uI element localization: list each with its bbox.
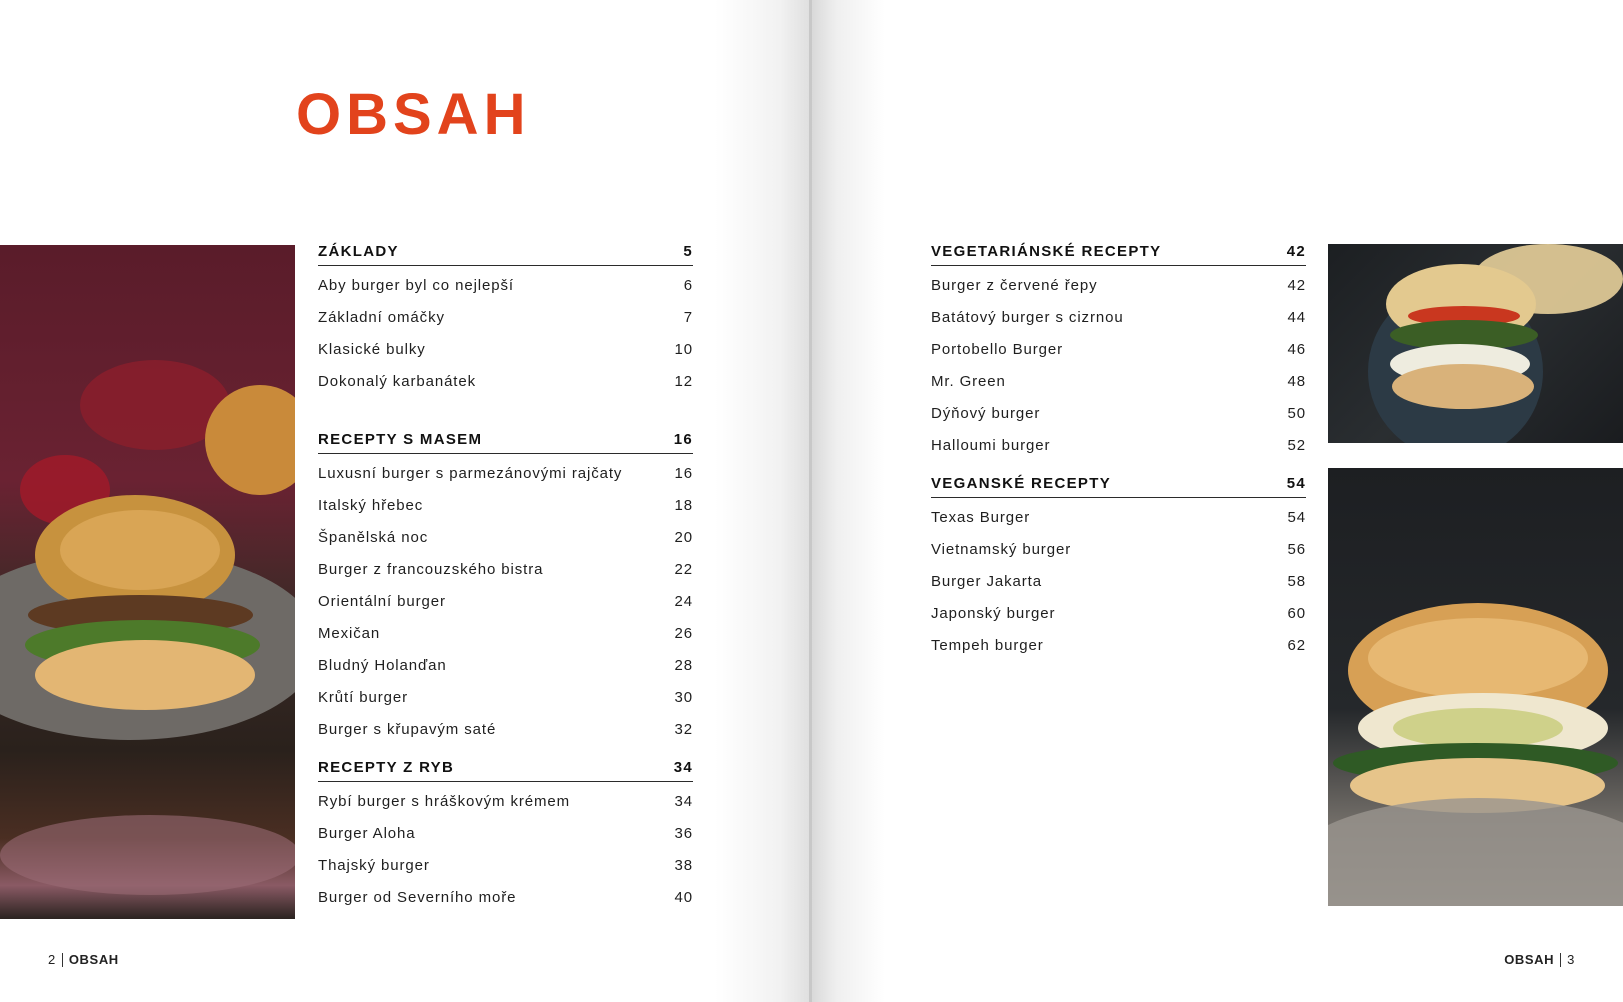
entry-page: 26 <box>674 624 693 642</box>
entry-label: Vietnamský burger <box>931 540 1072 558</box>
entry-label: Italský hřebec <box>318 496 424 514</box>
book-spine <box>809 0 812 1002</box>
entry-page: 44 <box>1287 308 1306 326</box>
photo-burger-cauliflower <box>1328 468 1623 906</box>
toc-entry <box>318 617 693 649</box>
footer-label: OBSAH <box>68 952 119 967</box>
entry-page: 46 <box>1287 340 1306 358</box>
section-header <box>318 756 693 782</box>
entry-label: Klasické bulky <box>318 340 426 358</box>
entry-page: 16 <box>674 464 693 482</box>
toc-entry <box>318 785 693 817</box>
entry-label: Burger Jakarta <box>931 572 1042 590</box>
entry-label: Japonský burger <box>931 604 1056 622</box>
toc-entry <box>318 365 693 397</box>
toc-entry <box>931 365 1306 397</box>
entry-page: 58 <box>1287 572 1306 590</box>
entry-page: 34 <box>674 792 693 810</box>
toc-section-recepty-z-ryb <box>318 756 693 913</box>
toc-entry <box>318 585 693 617</box>
toc-entry <box>931 429 1306 461</box>
page-title: OBSAH <box>296 82 531 147</box>
entry-label: Burger z francouzského bistra <box>318 560 544 578</box>
section-page: 16 <box>673 431 693 448</box>
section-heading: VEGETARIÁNSKÉ RECEPTY <box>931 243 1162 260</box>
footer-divider <box>1560 953 1561 967</box>
toc-entry <box>931 269 1306 301</box>
entry-label: Španělská noc <box>318 528 429 546</box>
toc-entry <box>318 817 693 849</box>
entry-page: 50 <box>1287 404 1306 422</box>
toc-entry <box>318 457 693 489</box>
toc-entry <box>318 333 693 365</box>
toc-entry <box>318 553 693 585</box>
section-heading: ZÁKLADY <box>318 243 399 260</box>
entry-label: Tempeh burger <box>931 636 1044 654</box>
section-heading: VEGANSKÉ RECEPTY <box>931 475 1111 492</box>
entry-label: Mexičan <box>318 624 381 642</box>
entry-page: 38 <box>674 856 693 874</box>
toc-entry <box>931 629 1306 661</box>
toc-entry <box>318 681 693 713</box>
entry-label: Portobello Burger <box>931 340 1064 358</box>
entry-page: 20 <box>674 528 693 546</box>
entry-label: Mr. Green <box>931 372 1006 390</box>
entry-page: 18 <box>674 496 693 514</box>
entry-label: Dýňový burger <box>931 404 1041 422</box>
footer-page-number: 2 <box>48 952 56 967</box>
entry-page: 6 <box>683 276 693 294</box>
entry-page: 60 <box>1287 604 1306 622</box>
section-header <box>318 428 693 454</box>
entry-label: Krůtí burger <box>318 688 409 706</box>
section-header <box>931 240 1306 266</box>
entry-page: 30 <box>674 688 693 706</box>
entry-page: 7 <box>683 308 693 326</box>
toc-entry <box>931 533 1306 565</box>
toc-entry <box>931 565 1306 597</box>
section-heading: RECEPTY Z RYB <box>318 759 455 776</box>
footer-divider <box>62 953 63 967</box>
toc-entry <box>318 849 693 881</box>
toc-entry <box>318 301 693 333</box>
entry-label: Texas Burger <box>931 508 1031 526</box>
footer-page-number: 3 <box>1567 952 1575 967</box>
entry-label: Burger z červené řepy <box>931 276 1098 294</box>
toc-entry <box>318 649 693 681</box>
entry-page: 22 <box>674 560 693 578</box>
footer-right <box>1504 952 1575 967</box>
entry-label: Dokonalý karbanátek <box>318 372 477 390</box>
toc-entry <box>318 269 693 301</box>
entry-label: Batátový burger s cizrnou <box>931 308 1124 326</box>
entry-label: Burger Aloha <box>318 824 416 842</box>
entry-label: Rybí burger s hráškovým krémem <box>318 792 571 810</box>
toc-entry <box>931 301 1306 333</box>
entry-page: 24 <box>674 592 693 610</box>
entry-page: 32 <box>674 720 693 738</box>
entry-label: Burger s křupavým saté <box>318 720 497 738</box>
entry-label: Bludný Holanďan <box>318 656 447 674</box>
entry-page: 36 <box>674 824 693 842</box>
entry-page: 12 <box>674 372 693 390</box>
entry-page: 48 <box>1287 372 1306 390</box>
toc-section-recepty-s-masem <box>318 428 693 745</box>
toc-entry <box>318 713 693 745</box>
toc-entry <box>931 501 1306 533</box>
entry-page: 54 <box>1287 508 1306 526</box>
section-page: 42 <box>1286 243 1306 260</box>
photo-burger-pomegranate <box>0 245 295 919</box>
footer-label: OBSAH <box>1504 952 1555 967</box>
footer-left <box>48 952 119 967</box>
entry-page: 42 <box>1287 276 1306 294</box>
section-page: 34 <box>673 759 693 776</box>
toc-entry <box>931 333 1306 365</box>
entry-label: Luxusní burger s parmezánovými rajčaty <box>318 464 623 482</box>
entry-label: Základní omáčky <box>318 308 445 326</box>
section-header <box>318 240 693 266</box>
section-page: 5 <box>683 243 693 260</box>
toc-entry <box>318 881 693 913</box>
entry-page: 52 <box>1287 436 1306 454</box>
entry-label: Burger od Severního moře <box>318 888 517 906</box>
entry-label: Halloumi burger <box>931 436 1051 454</box>
entry-page: 56 <box>1287 540 1306 558</box>
toc-entry <box>318 521 693 553</box>
toc-entry <box>318 489 693 521</box>
entry-page: 28 <box>674 656 693 674</box>
section-header <box>931 472 1306 498</box>
photo-burger-beetroot <box>1328 244 1623 443</box>
entry-label: Aby burger byl co nejlepší <box>318 276 514 294</box>
toc-section-zaklady <box>318 240 693 397</box>
toc-section-vegetarianske <box>931 240 1306 461</box>
section-heading: RECEPTY S MASEM <box>318 431 483 448</box>
entry-page: 62 <box>1287 636 1306 654</box>
toc-entry <box>931 397 1306 429</box>
entry-page: 10 <box>674 340 693 358</box>
toc-entry <box>931 597 1306 629</box>
entry-label: Orientální burger <box>318 592 446 610</box>
entry-page: 40 <box>674 888 693 906</box>
section-page: 54 <box>1286 475 1306 492</box>
toc-section-veganske <box>931 472 1306 661</box>
entry-label: Thajský burger <box>318 856 430 874</box>
